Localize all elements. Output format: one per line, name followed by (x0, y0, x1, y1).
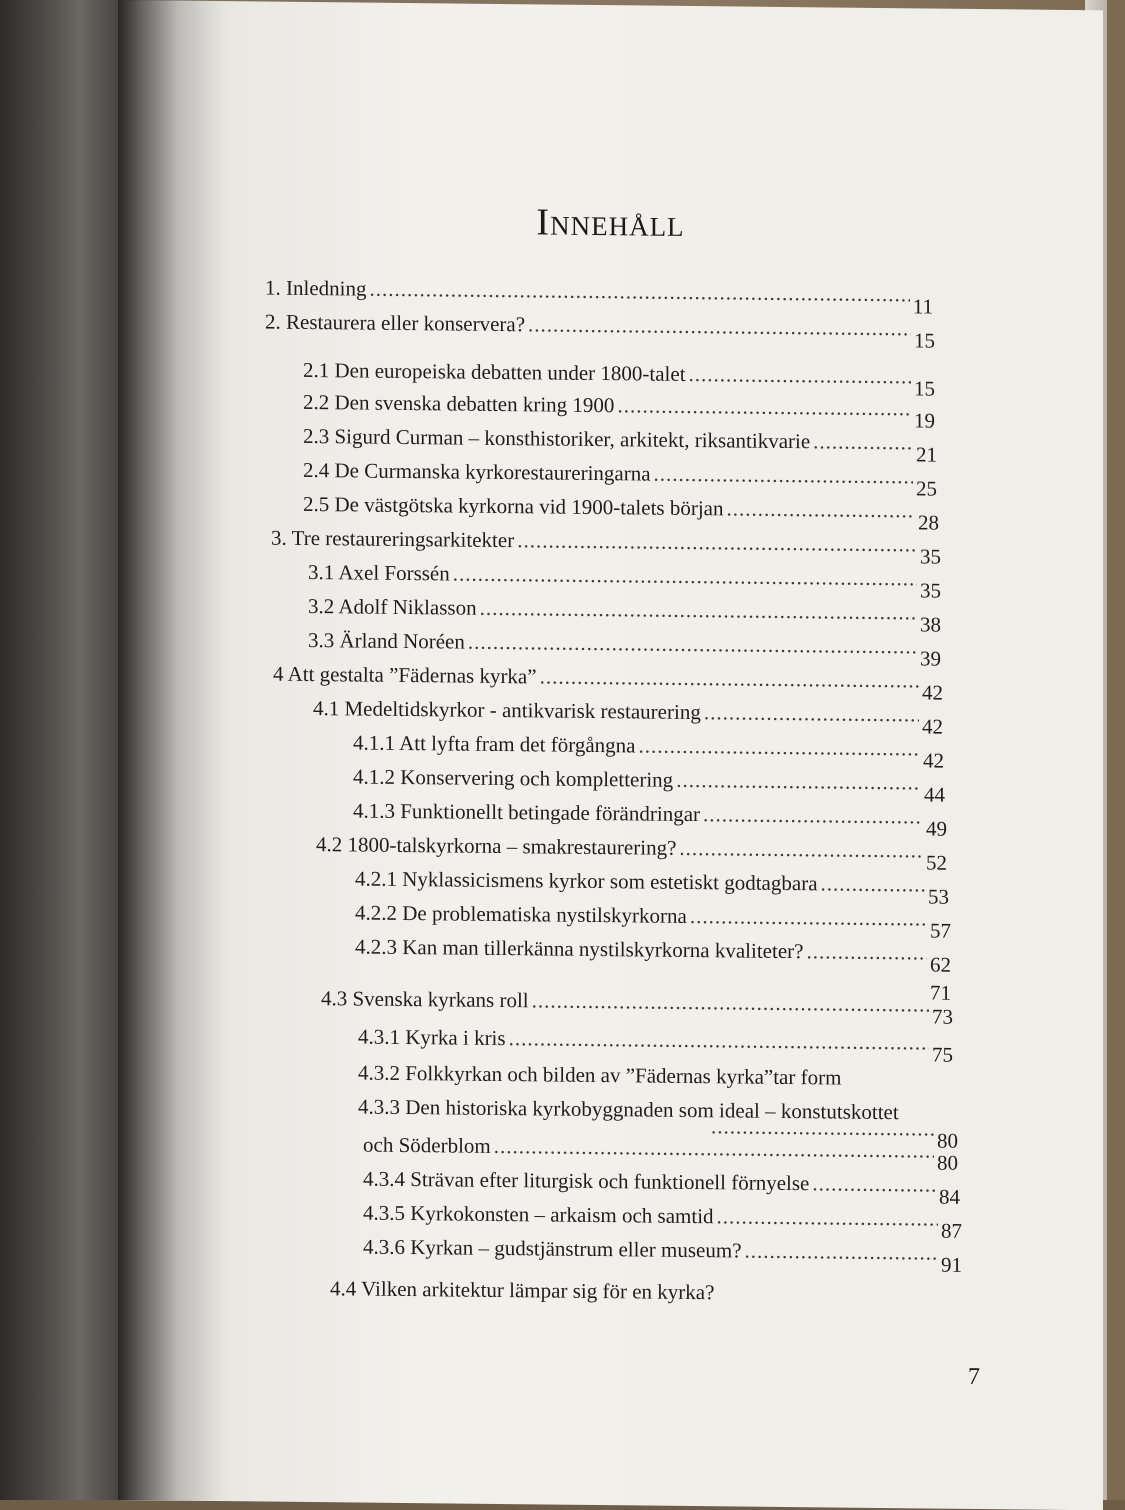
table-of-contents (118, 270, 1103, 1305)
dot-leader (689, 362, 911, 389)
toc-entry-page: 25 (916, 476, 937, 501)
toc-entry[interactable] (273, 661, 943, 705)
toc-entry[interactable] (363, 1234, 962, 1277)
toc-entry-page: 42 (922, 714, 943, 739)
toc-entry-label: 1. Inledning (265, 275, 367, 301)
toc-entry-page: 11 (912, 294, 933, 319)
toc-entry-page: 39 (920, 646, 941, 671)
dot-leader (654, 462, 913, 490)
toc-entry-page: 38 (920, 612, 941, 637)
toc-entry[interactable] (353, 730, 944, 773)
toc-entry-page: 52 (926, 850, 947, 875)
toc-entry-page: 28 (918, 510, 939, 535)
toc-entry[interactable] (303, 491, 939, 535)
dot-leader (821, 871, 925, 897)
toc-entry-label: 2.2 Den svenska debatten kring 1900 (303, 389, 615, 418)
toc-entry-label: 3.2 Adolf Niklasson (308, 593, 477, 620)
page-number: 7 (968, 1363, 980, 1391)
toc-entry[interactable] (321, 986, 953, 1029)
dot-leader (806, 939, 927, 965)
toc-entry-page: 87 (941, 1218, 962, 1243)
dot-leader (617, 393, 911, 421)
dot-leader (727, 496, 916, 523)
toc-entry[interactable] (363, 1166, 960, 1209)
dot-leader (369, 277, 909, 308)
toc-entry-page: 91 (941, 1252, 962, 1277)
toc-entry-page: 80 (937, 1150, 958, 1175)
toc-entry[interactable] (303, 457, 937, 501)
toc-entry[interactable] (303, 357, 935, 401)
toc-entry[interactable] (308, 627, 941, 671)
toc-entry[interactable] (308, 559, 941, 603)
toc-entry-label: 4.3.6 Kyrkan – gudstjänstrum eller museum? (363, 1234, 742, 1263)
toc-entry-page: 71 (930, 980, 951, 1005)
dot-leader (494, 1134, 934, 1164)
toc-entry-label: 2.5 De västgötska kyrkorna vid 1900-talets början (303, 491, 724, 521)
toc-entry-label: 4.3.3 Den historiska kyrkobyggnaden som ideal – konstutskottet (358, 1094, 899, 1125)
toc-entry-label: 4.1.1 Att lyfta fram det förgångna (353, 730, 636, 758)
toc-entry-label: 2.3 Sigurd Curman – konsthistoriker, arkitekt, riksantikvarie (303, 423, 811, 454)
toc-entry-label: 4.2.1 Nyklassicismens kyrkor som estetiskt godtagbara (355, 866, 818, 896)
toc-entry[interactable] (330, 1276, 930, 1307)
toc-entry-page: 35 (920, 544, 941, 569)
toc-entry-label: 4.2.2 De problematiska nystilskyrkorna (355, 900, 687, 928)
toc-entry[interactable] (363, 1200, 962, 1243)
toc-entry-page: 80 (937, 1128, 958, 1153)
toc-entry[interactable] (316, 832, 947, 875)
dot-leader (638, 733, 920, 761)
dot-leader (532, 988, 929, 1017)
toc-entry-label: 4.3.2 Folkkyrkan och bilden av ”Fädernas kyrka”tar form (358, 1060, 842, 1090)
toc-entry-page: 15 (914, 328, 935, 353)
toc-entry-label: 3.3 Ärland Noréen (308, 627, 465, 654)
toc-entry-label: 2. Restaurera eller konservera? (265, 309, 526, 337)
toc-entry[interactable] (363, 1132, 958, 1175)
toc-entry[interactable] (303, 389, 935, 433)
toc-entry-label: 3. Tre restaureringsarkitekter (271, 525, 515, 553)
toc-entry-label: 4.1 Medeltidskyrkor - antikvarisk restaurering (313, 696, 701, 725)
toc-entry-label: 4.3.1 Kyrka i kris (358, 1024, 506, 1051)
dot-leader (468, 630, 917, 660)
toc-entry-page: 15 (914, 376, 935, 401)
toc-entry[interactable] (358, 1061, 968, 1092)
toc-entry-page: 19 (914, 408, 935, 433)
dot-leader (540, 664, 919, 693)
toc-entry-page: 57 (930, 918, 951, 943)
dot-leader (517, 528, 917, 557)
toc-entry[interactable] (265, 309, 935, 353)
toc-entry-page: 53 (928, 884, 949, 909)
toc-entry-label: 4.3.5 Kyrkokonsten – arkaism och samtid (363, 1200, 714, 1229)
toc-entry-label: 2.4 De Curmanska kyrkorestaureringarna (303, 457, 651, 486)
page-title: Innehåll (536, 201, 685, 245)
toc-entry-label: och Söderblom (363, 1132, 491, 1158)
toc-entry-page: 75 (932, 1042, 953, 1067)
dot-leader (679, 836, 923, 864)
book-page (118, 0, 1103, 1510)
toc-entry-label: 4.4 Vilken arkitektur lämpar sig för en kyrka? (330, 1276, 715, 1305)
toc-entry-label: 4 Att gestalta ”Fädernas kyrka” (273, 661, 537, 689)
toc-entry[interactable] (353, 764, 945, 807)
toc-entry[interactable] (355, 934, 951, 977)
toc-entry[interactable] (313, 696, 943, 739)
toc-entry-page: 44 (924, 782, 945, 807)
toc-entry-label: 4.2 1800-talskyrkorna – smakrestaurering? (316, 832, 677, 860)
toc-entry[interactable] (303, 423, 937, 467)
toc-entry-label: 4.2.3 Kan man tillerkänna nystilskyrkorna kvaliteter? (355, 934, 804, 964)
facing-page (0, 0, 135, 1500)
dot-leader (453, 562, 917, 592)
toc-entry-page: 42 (922, 680, 943, 705)
toc-entry[interactable] (271, 525, 941, 569)
dot-leader (703, 802, 923, 829)
toc-entry[interactable] (355, 900, 951, 943)
dot-leader (509, 1026, 929, 1055)
dot-leader (676, 768, 921, 796)
dot-leader (704, 700, 919, 727)
dot-leader (812, 1171, 936, 1197)
toc-entry[interactable] (355, 866, 949, 909)
toc-entry[interactable] (353, 798, 947, 841)
toc-entry[interactable] (265, 275, 933, 319)
toc-entry-label: 3.1 Axel Forssén (308, 559, 450, 586)
dot-leader (690, 904, 927, 931)
toc-entry-page: 84 (939, 1184, 960, 1209)
dot-leader (813, 429, 913, 455)
toc-entry-label: 4.1.3 Funktionellt betingade förändringar (353, 798, 701, 827)
toc-entry-label: 4.3.4 Strävan efter liturgisk och funktionell förnyelse (363, 1166, 810, 1196)
dot-leader (480, 596, 917, 626)
dot-leader (528, 312, 911, 341)
dot-leader (745, 1239, 938, 1266)
toc-entry[interactable] (358, 1024, 953, 1067)
toc-entry-page: 35 (920, 578, 941, 603)
toc-entry-page: 62 (930, 952, 951, 977)
toc-entry-page: 73 (932, 1004, 953, 1029)
toc-entry-page: 42 (923, 748, 944, 773)
toc-entry-page: 49 (926, 816, 947, 841)
toc-entry-label: 4.1.2 Konservering och komplettering (353, 764, 674, 792)
toc-entry-page: 21 (916, 442, 937, 467)
toc-entry-label: 2.1 Den europeiska debatten under 1800-talet (303, 357, 686, 386)
toc-entry[interactable] (308, 593, 941, 637)
toc-entry-label: 4.3 Svenska kyrkans roll (321, 986, 529, 1013)
dot-leader (717, 1204, 938, 1231)
